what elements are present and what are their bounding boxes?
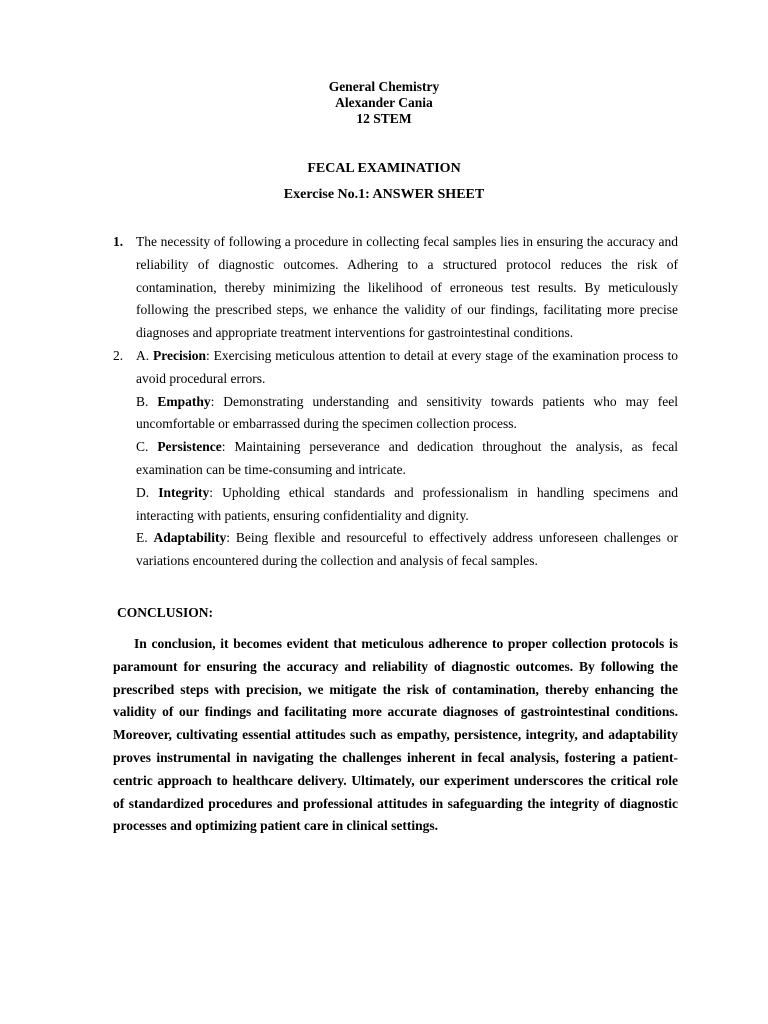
item-text: The necessity of following a procedure in collecting fecal samples lies in ensuring the accuracy and reliability of diagnostic outcomes. Adhering to a structured protocol reduces the risk of contamination, thereby minimizing the likelihood of erroneous test results. By meticulously following the prescribed steps, we enhance the validity of our findings, facilitating more precise diagnoses and appropriate treatment interventions for gastrointestinal conditions. [136,234,678,341]
subject-line: General Chemistry [328,79,440,94]
attitude-term: Empathy [157,393,211,409]
attitude-letter: E. [136,530,148,546]
exercise-title: Exercise No.1: ANSWER SHEET [283,187,485,202]
attitude-term: Adaptability [153,530,227,546]
attitude-desc: : Upholding ethical standards and professionalism in handling specimens and interacting with patients, ensuring confidentiality and dignity. [136,484,679,523]
answer-item-1 [113,231,678,345]
attitude-term: Integrity [158,484,210,500]
document-header [0,79,768,127]
item-number: 1. [113,234,124,249]
attitude-integrity [136,482,678,528]
attitude-term: Persistence [157,439,222,455]
attitude-persistence [136,436,678,482]
attitude-term: Precision [153,347,207,363]
attitude-desc: : Being flexible and resourceful to effectively address unforeseen challenges or variations encountered during the collection and analysis of fecal samples. [136,530,678,569]
answer-list [113,231,678,573]
attitude-letter: A. [136,347,150,363]
attitude-desc: : Exercising meticulous attention to detail at every stage of the examination process to avoid procedural errors. [136,347,678,386]
attitude-letter: C. [136,439,149,455]
attitude-letter: B. [136,393,149,409]
attitude-letter: D. [136,484,150,500]
item-number: 2. [113,347,124,363]
document-title: FECAL EXAMINATION [307,161,461,176]
attitude-adaptability [136,527,678,573]
conclusion-heading: CONCLUSION: [117,605,214,620]
answer-item-2 [113,345,678,573]
attitude-precision [136,345,678,391]
section-line: 12 STEM [356,111,412,126]
author-name: Alexander Cania [335,95,433,110]
attitude-desc: : Maintaining perseverance and dedication throughout the analysis, as fecal examination can be time-consuming and intricate. [136,439,679,477]
attitude-desc: : Demonstrating understanding and sensitivity towards patients who may feel uncomfortable or embarrassed during the specimen collection process. [136,393,679,432]
attitude-empathy [136,391,678,437]
conclusion-paragraph: In conclusion, it becomes evident that meticulous adherence to proper collection protocols is paramount for ensuring the accuracy and reliability of diagnostic outcomes. By following the prescribed steps with precision, we mitigate the risk of contamination, thereby enhancing the validity of our findings and facilitating more accurate diagnoses of gastrointestinal conditions. Moreover, cultivating essential attitudes such as empathy, persistence, integrity, and adaptability proves instrumental in navigating the challenges inherent in fecal analysis, fostering a patient-centric approach to healthcare delivery. Ultimately, our experiment underscores the critical role of standardized procedures and professional attitudes in safeguarding the integrity of diagnostic processes and optimizing patient care in clinical settings. [113,636,678,834]
